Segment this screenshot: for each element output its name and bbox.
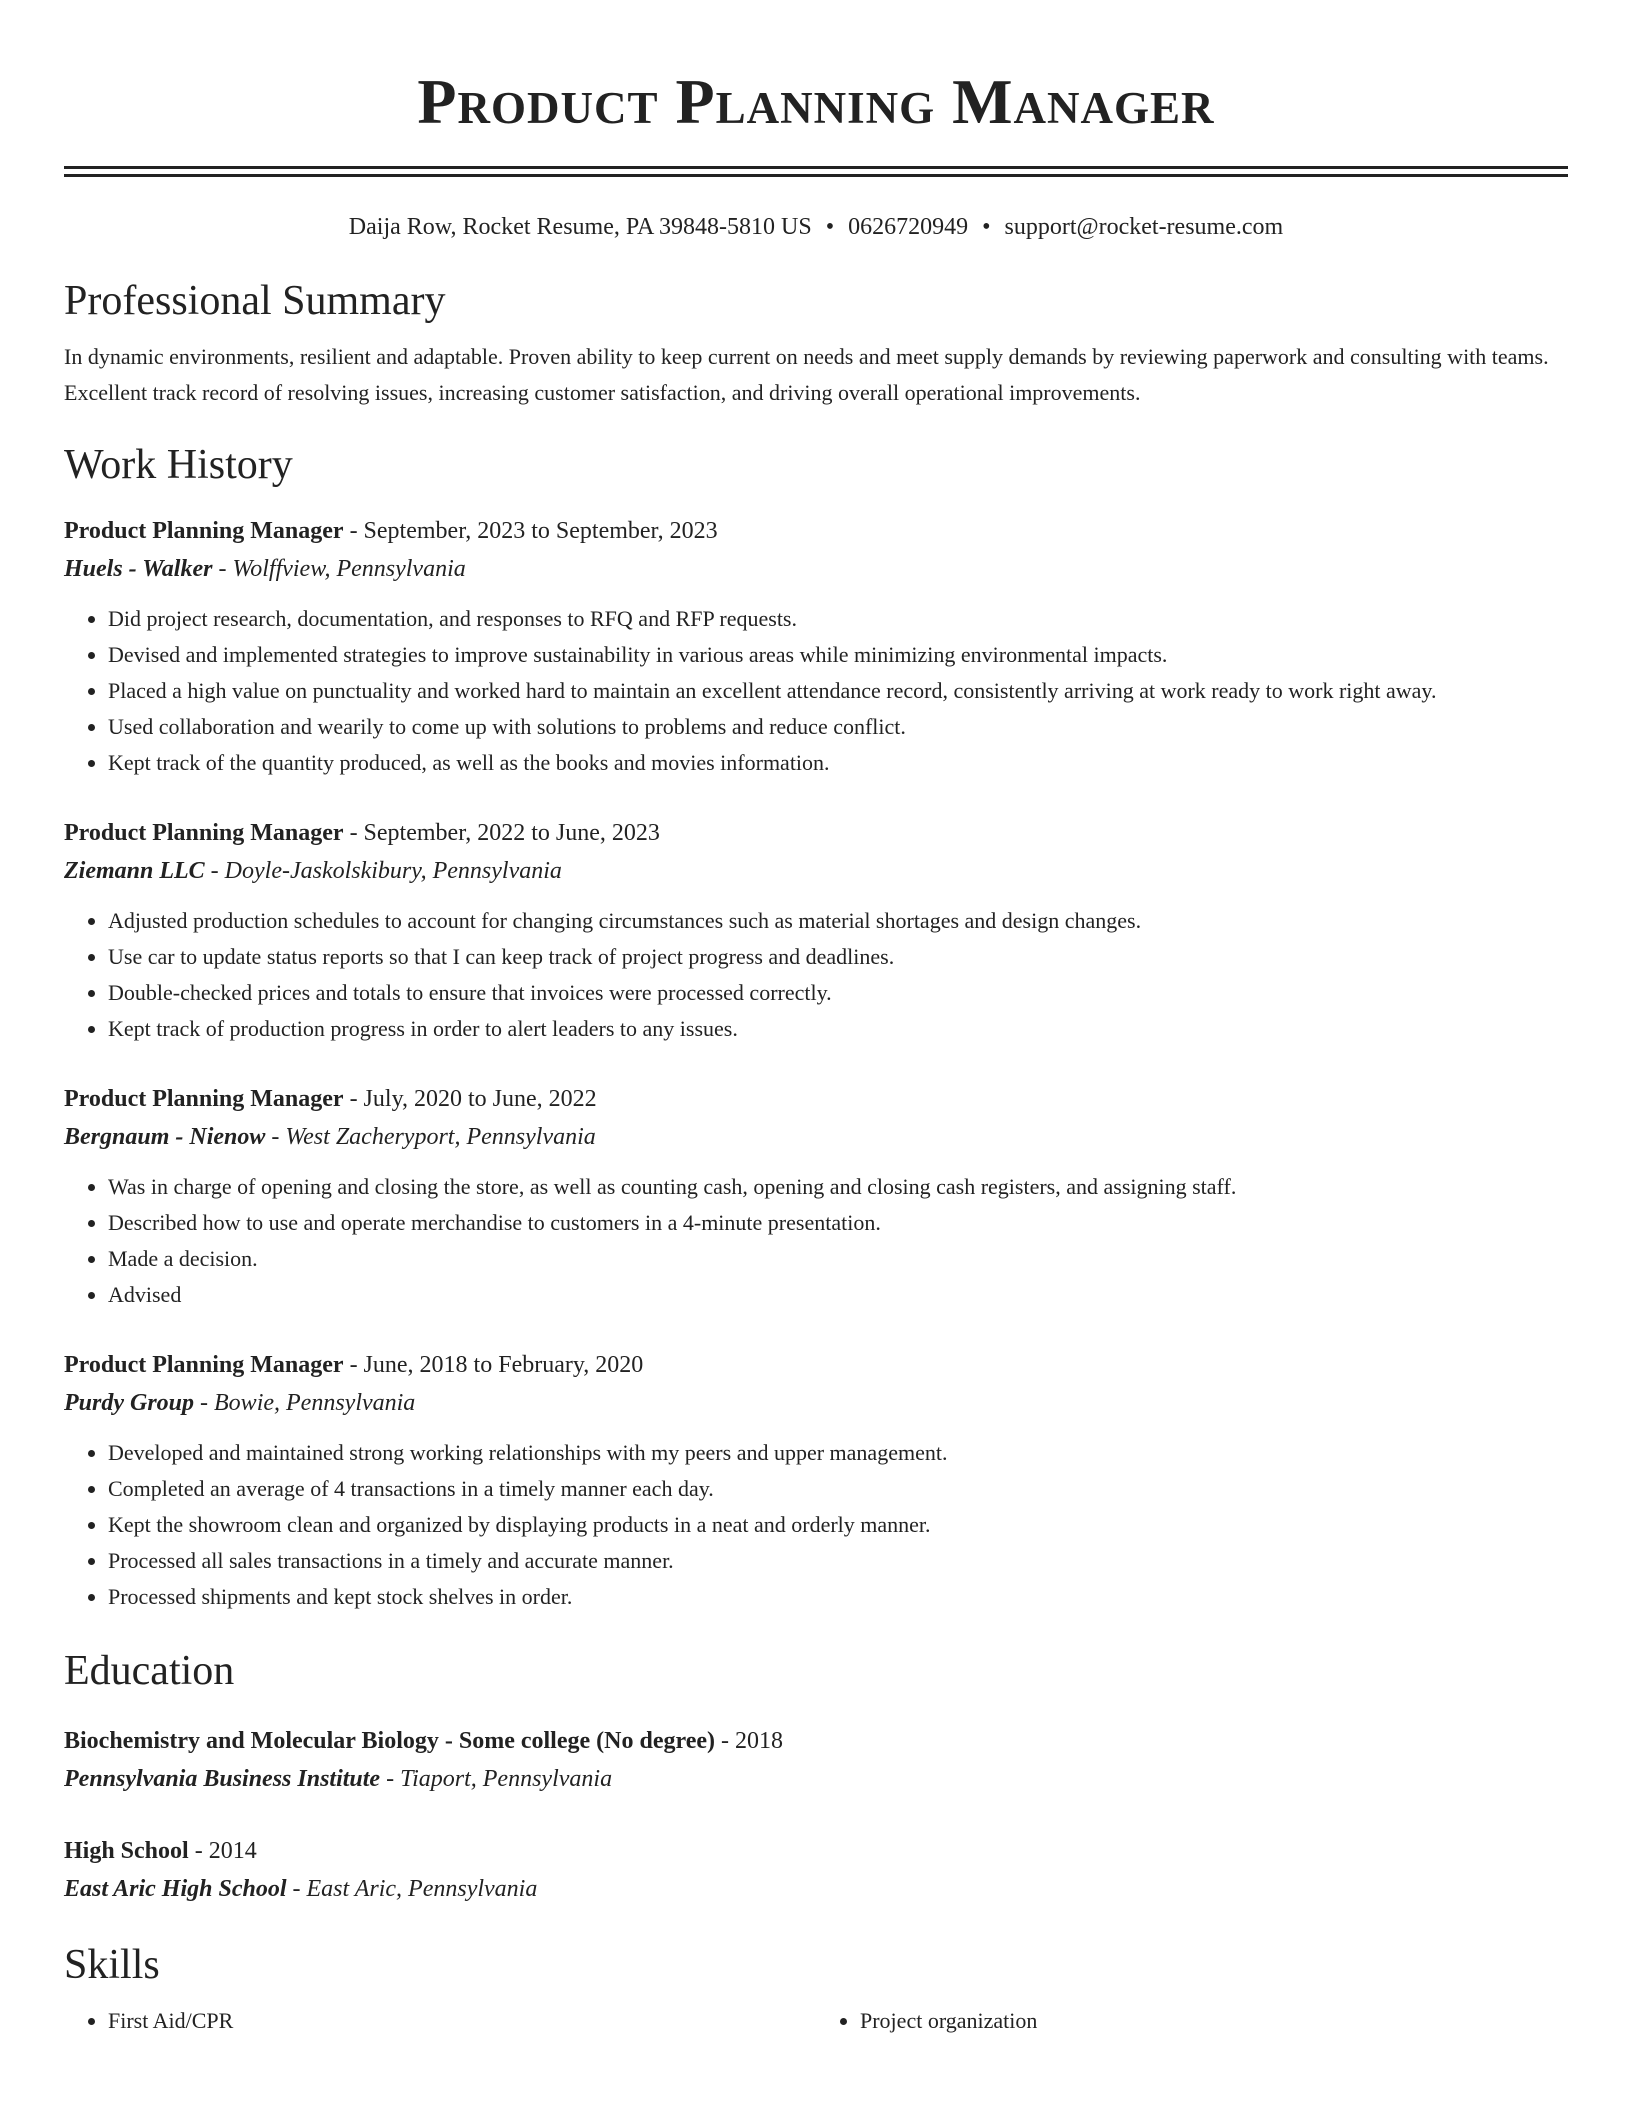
list-item: • Was in charge of opening and closing the store, as well as counting cash, opening and closing cash registers, and assigning staff. (108, 1169, 1568, 1205)
education-location: - Tiaport, Pennsylvania (380, 1766, 613, 1792)
list-item: • Made a decision. (108, 1241, 1568, 1277)
list-item: • Used collaboration and wearily to come up with solutions to problems and reduce conflict. (108, 709, 1568, 745)
job-dates: - June, 2018 to February, 2020 (343, 1352, 644, 1378)
job-entry (64, 1347, 1568, 1615)
job-title-line (64, 1081, 1568, 1117)
education-entry (64, 1723, 1568, 1799)
contact-line (64, 211, 1568, 243)
job-location: - Bowie, Pennsylvania (194, 1390, 416, 1416)
job-company: Ziemann LLC (64, 858, 205, 884)
job-title: Product Planning Manager (64, 1086, 344, 1112)
list-item: • Processed all sales transactions in a timely and accurate manner. (108, 1543, 1568, 1579)
summary-heading: Professional Summary (64, 278, 446, 324)
contact-address: Daija Row, Rocket Resume, PA 39848-5810 US (348, 214, 812, 240)
job-bullets (64, 601, 1568, 781)
education-heading: Education (64, 1648, 235, 1694)
job-title-line (64, 513, 1568, 549)
job-title: Product Planning Manager (64, 1352, 344, 1378)
job-entry (64, 513, 1568, 781)
education-year: - 2014 (188, 1838, 257, 1864)
job-company-line (64, 549, 1568, 589)
job-dates: - September, 2023 to September, 2023 (343, 518, 718, 544)
list-item: • Kept track of the quantity produced, as well as the books and movies information. (108, 745, 1568, 781)
contact-separator: • (982, 214, 991, 240)
list-item: • First Aid/CPR (108, 2003, 816, 2039)
job-bullets (64, 1435, 1568, 1615)
summary-text: In dynamic environments, resilient and adaptable. Proven ability to keep current on needs and meet supply demands by reviewing paperwork and consulting with teams. Excellent track record of resolving issues, increasing customer satisfaction, and driving overall operational improvements. (64, 344, 1549, 405)
job-company: Bergnaum - Nienow (64, 1124, 266, 1150)
list-item: • Double-checked prices and totals to ensure that invoices were processed correctly. (108, 975, 1568, 1011)
job-company: Huels - Walker (64, 556, 213, 582)
title-divider (64, 166, 1568, 177)
contact-separator: • (825, 214, 835, 240)
job-dates: - September, 2022 to June, 2023 (343, 820, 660, 846)
job-title-line (64, 1347, 1568, 1383)
list-item: • Placed a high value on punctuality and worked hard to maintain an excellent attendance record, consistently arriving at work ready to work right away. (108, 673, 1568, 709)
list-item: • Kept track of production progress in order to alert leaders to any issues. (108, 1011, 1568, 1047)
job-title: Product Planning Manager (64, 518, 344, 544)
list-item: • Processed shipments and kept stock shelves in order. (108, 1579, 1568, 1615)
list-item: • Completed an average of 4 transactions in a timely manner each day. (108, 1471, 1568, 1507)
job-entry (64, 1081, 1568, 1313)
resume-title: Product Planning Manager (417, 66, 1215, 137)
education-degree: Biochemistry and Molecular Biology - Some college (No degree) (64, 1728, 715, 1754)
job-location: - West Zacheryport, Pennsylvania (265, 1124, 596, 1150)
education-school-line (64, 1869, 1568, 1909)
skills-column-right (816, 2003, 1568, 2039)
skills-column-left (64, 2003, 816, 2039)
education-degree: High School (64, 1838, 189, 1864)
list-item: • Adjusted production schedules to account for changing circumstances such as material shortages and design changes. (108, 903, 1568, 939)
job-bullets (64, 1169, 1568, 1313)
list-item: • Project organization (860, 2003, 1568, 2039)
contact-phone: 0626720949 (848, 214, 969, 240)
job-dates: - July, 2020 to June, 2022 (343, 1086, 597, 1112)
skills-heading: Skills (64, 1942, 160, 1988)
work-history-heading: Work History (64, 442, 293, 488)
education-degree-line (64, 1723, 1568, 1759)
list-item: • Did project research, documentation, and responses to RFQ and RFP requests. (108, 601, 1568, 637)
skills-list (64, 2003, 1568, 2039)
list-item: • Advised (108, 1277, 1568, 1313)
list-item: • Devised and implemented strategies to improve sustainability in various areas while minimizing environmental impacts. (108, 637, 1568, 673)
job-company-line (64, 851, 1568, 891)
resume-page (64, 0, 1568, 2039)
education-degree-line (64, 1833, 1568, 1869)
education-school: Pennsylvania Business Institute (64, 1766, 381, 1792)
education-location: - East Aric, Pennsylvania (286, 1876, 538, 1902)
list-item: • Kept the showroom clean and organized by displaying products in a neat and orderly manner. (108, 1507, 1568, 1543)
education-year: - 2018 (715, 1728, 783, 1754)
job-bullets (64, 903, 1568, 1047)
job-company-line (64, 1383, 1568, 1423)
list-item: • Described how to use and operate merchandise to customers in a 4-minute presentation. (108, 1205, 1568, 1241)
education-school: East Aric High School (64, 1876, 287, 1902)
education-entry (64, 1833, 1568, 1909)
job-company: Purdy Group (64, 1390, 195, 1416)
list-item: • Developed and maintained strong working relationships with my peers and upper management. (108, 1435, 1568, 1471)
contact-email[interactable]: support@rocket-resume.com (1004, 214, 1284, 240)
job-company-line (64, 1117, 1568, 1157)
job-location: - Doyle-Jaskolskibury, Pennsylvania (204, 858, 562, 884)
list-item: • Use car to update status reports so that I can keep track of project progress and deadlines. (108, 939, 1568, 975)
job-title-line (64, 815, 1568, 851)
job-entry (64, 815, 1568, 1047)
education-school-line (64, 1759, 1568, 1799)
job-location: - Wolffview, Pennsylvania (212, 556, 466, 582)
job-title: Product Planning Manager (64, 820, 344, 846)
